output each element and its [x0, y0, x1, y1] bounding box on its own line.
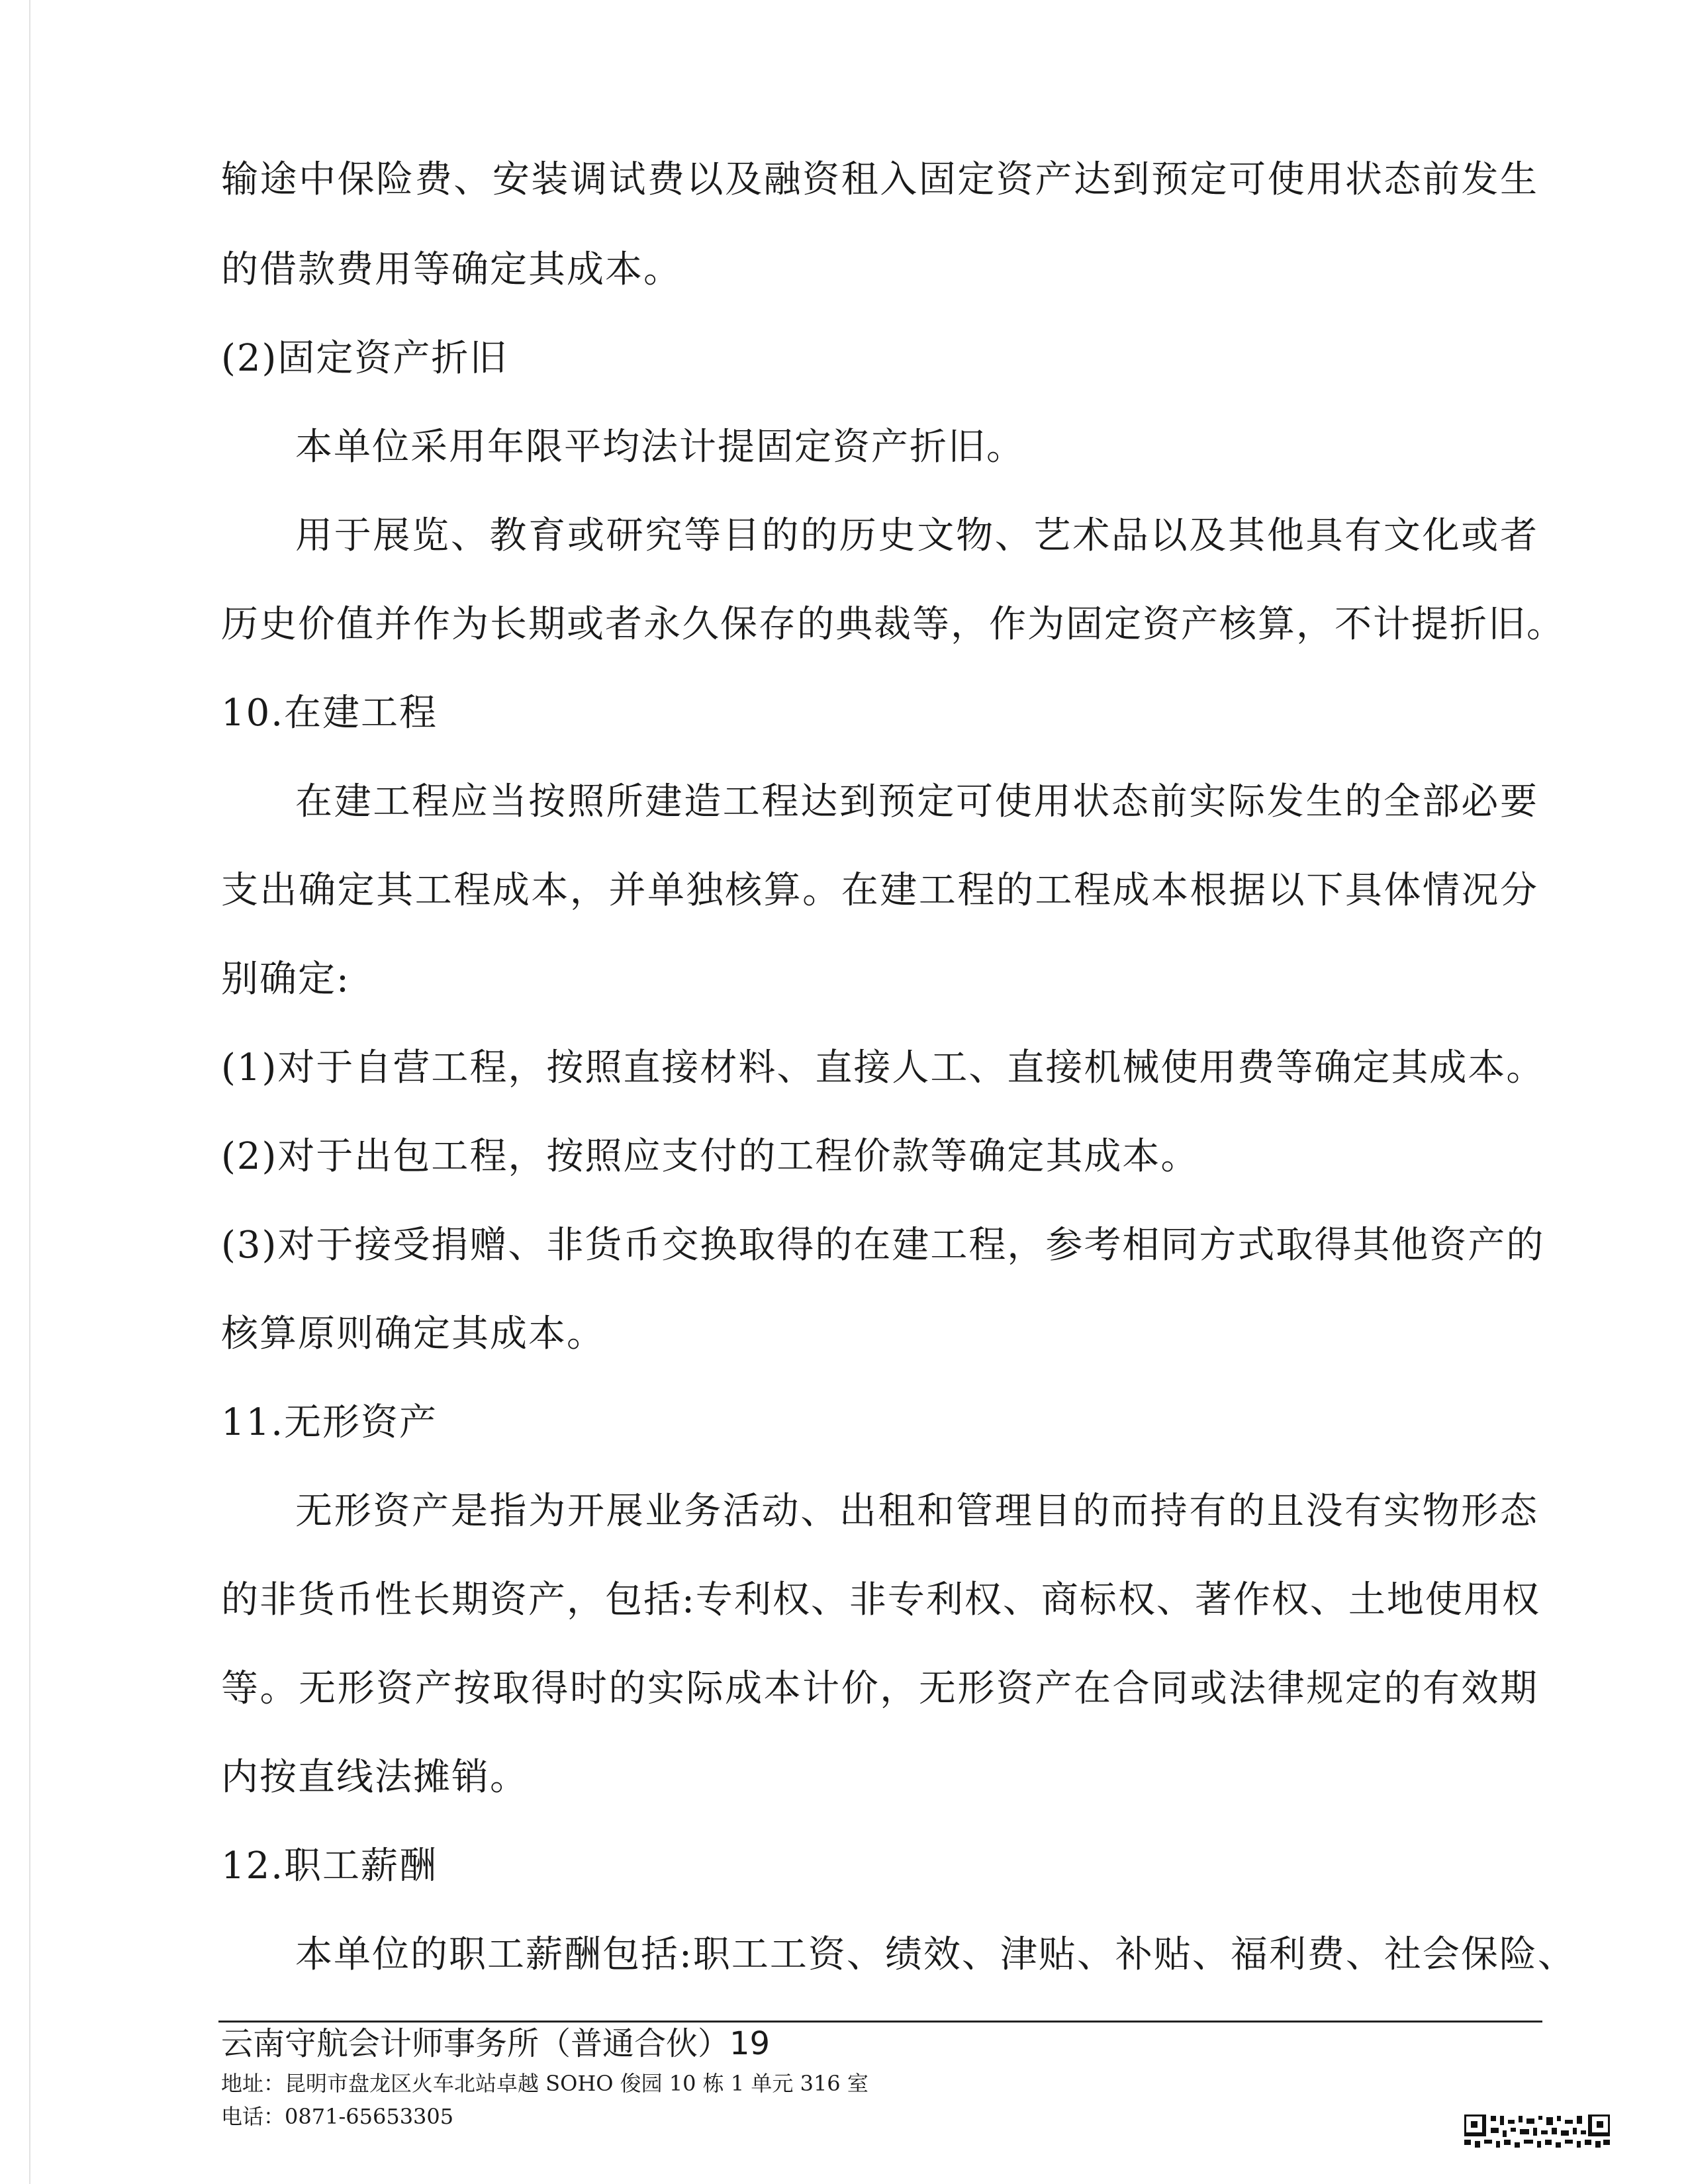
body-line-4: 本单位采用年限平均法计提固定资产折旧。: [295, 426, 1025, 469]
footer-rule: [218, 2021, 1542, 2023]
body-line-12: (2)对于出包工程，按照应支付的工程价款等确定其成本。: [221, 1135, 1199, 1178]
body-line-21: 本单位的职工薪酬包括:职工工资、绩效、津贴、补贴、福利费、社会保险、: [295, 1933, 1576, 1976]
footer-address: 地址：昆明市盘龙区火车北站卓越 SOHO 俊园 10 栋 1 单元 316 室: [221, 2071, 868, 2096]
heading-construction-in-progress: 10.在建工程: [221, 692, 438, 735]
footer-firm-name: 云南守航会计师事务所（普通合伙）19: [221, 2025, 771, 2062]
body-line-13: (3)对于接受捐赠、非货币交换取得的在建工程，参考相同方式取得其他资产的: [221, 1224, 1545, 1267]
body-line-9: 支出确定其工程成本，并单独核算。在建工程的工程成本根据以下具体情况分: [221, 869, 1538, 912]
body-line-8: 在建工程应当按照所建造工程达到预定可使用状态前实际发生的全部必要: [295, 780, 1538, 823]
heading-fixed-asset-depreciation: (2)固定资产折旧: [221, 337, 508, 380]
scan-edge-line: [29, 0, 30, 2184]
body-line-16: 无形资产是指为开展业务活动、出租和管理目的而持有的且没有实物形态: [295, 1490, 1538, 1533]
body-line-14: 核算原则确定其成本。: [221, 1312, 605, 1355]
body-line-18: 等。无形资产按取得时的实际成本计价，无形资产在合同或法律规定的有效期: [221, 1667, 1538, 1710]
heading-intangible-assets: 11.无形资产: [221, 1401, 438, 1444]
body-line-6: 历史价值并作为长期或者永久保存的典裁等，作为固定资产核算，不计提折旧。: [221, 603, 1565, 646]
heading-employee-compensation: 12.职工薪酬: [221, 1844, 438, 1888]
body-line-11: (1)对于自营工程，按照直接材料、直接人工、直接机械使用费等确定其成本。: [221, 1046, 1545, 1089]
body-line-2: 的借款费用等确定其成本。: [221, 248, 682, 291]
barcode-icon: [1464, 2115, 1610, 2148]
body-line-17: 的非货币性长期资产，包括:专利权、非专利权、商标权、著作权、土地使用权: [221, 1578, 1540, 1621]
body-line-10: 别确定:: [221, 958, 350, 1001]
footer-phone: 电话：0871-65653305: [221, 2104, 454, 2129]
body-line-19: 内按直线法摊销。: [221, 1756, 528, 1799]
body-line-5: 用于展览、教育或研究等目的的历史文物、艺术品以及其他具有文化或者: [295, 514, 1538, 557]
body-line-1: 输途中保险费、安装调试费以及融资租入固定资产达到预定可使用状态前发生: [221, 158, 1538, 201]
